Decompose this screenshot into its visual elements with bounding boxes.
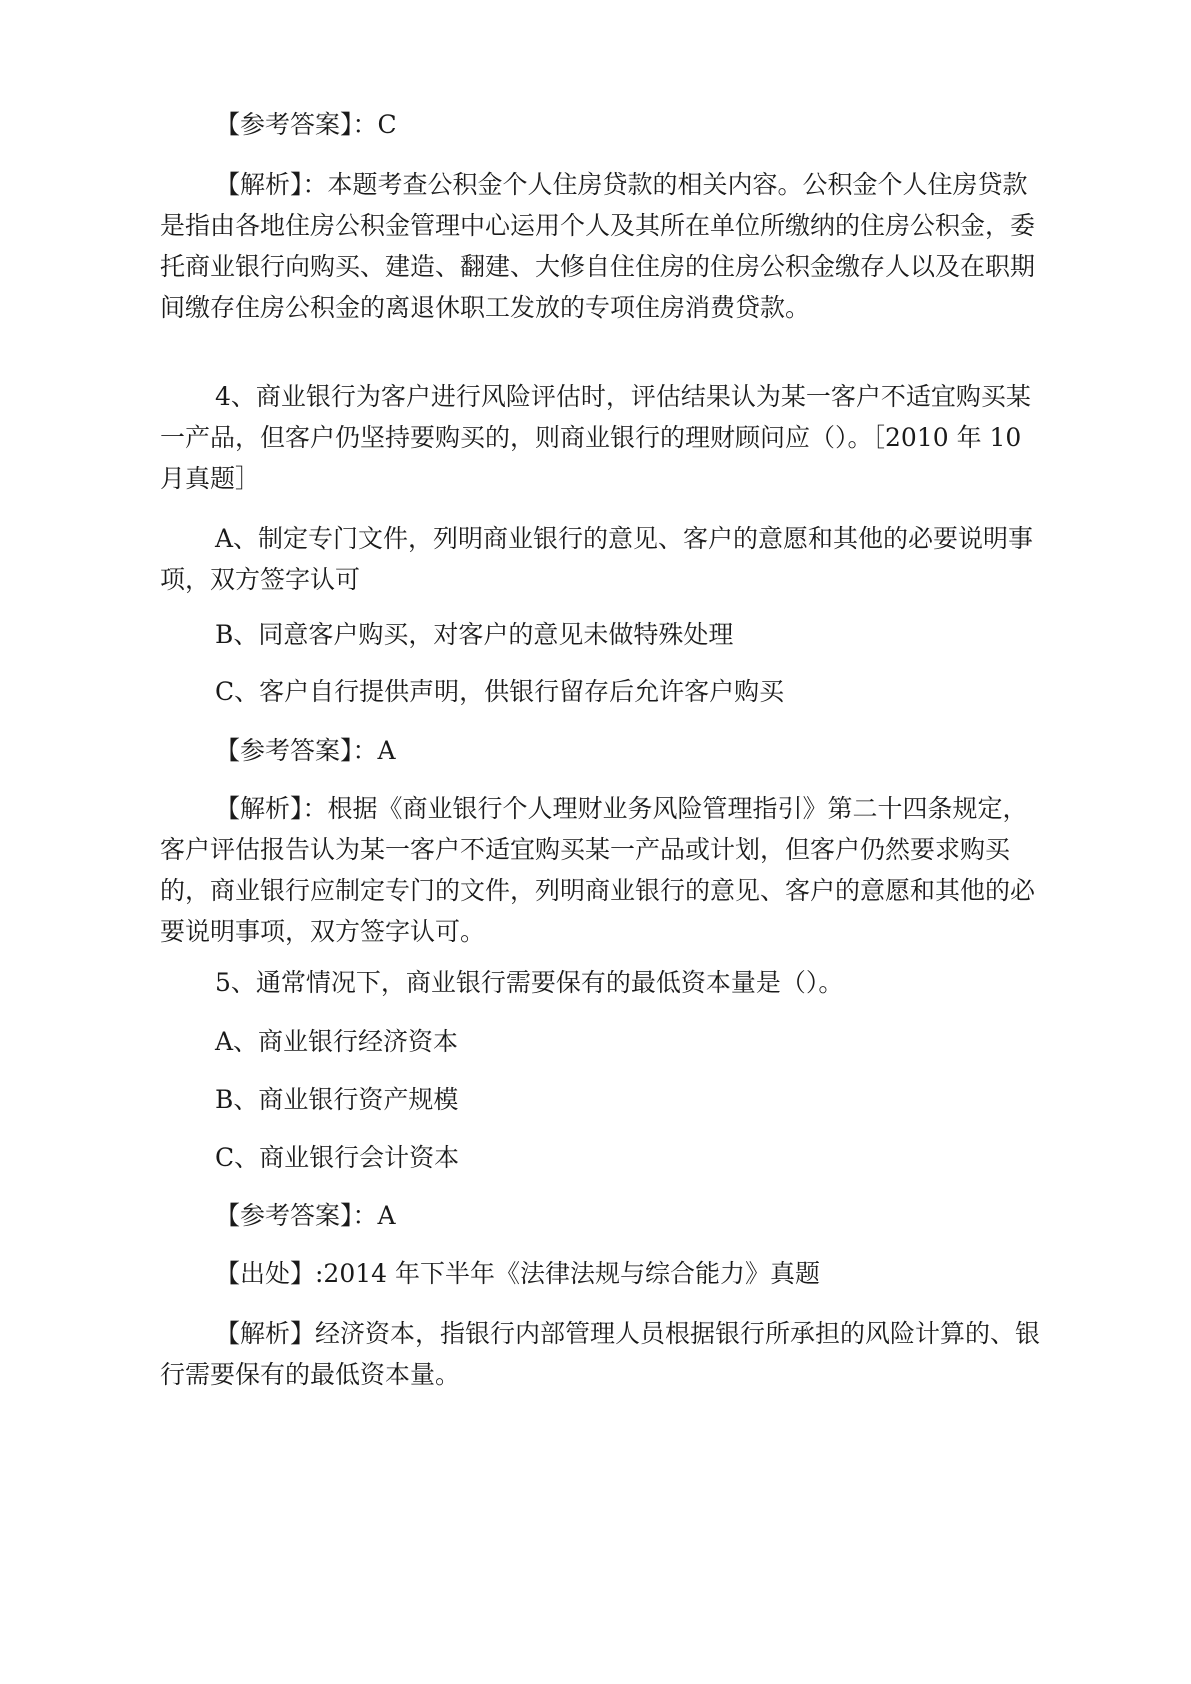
q4-option-b: B、同意客户购买，对客户的意见未做特殊处理 <box>215 620 734 649</box>
answer-3: 【参考答案】：C <box>215 110 397 139</box>
q4-option-a: A、制定专门文件，列明商业银行的意见、客户的意愿和其他的必要说明事项，双方签字认可 <box>160 524 1034 594</box>
analysis-3: 【解析】：本题考查公积金个人住房贷款的相关内容。公积金个人住房贷款是指由各地住房公积金管理中心运用个人及其所在单位所缴纳的住房公积金，委托商业银行向购买、建造、翻建、大修自住住房的住房公积金缴存人以及在职期间缴存住房公积金的离退休职工发放的专项住房消费贷款。 <box>160 170 1036 322</box>
q4-option-c: C、客户自行提供声明，供银行留存后允许客户购买 <box>215 677 785 706</box>
source-5: 【出处】:2014 年下半年《法律法规与综合能力》真题 <box>215 1259 820 1288</box>
analysis-5: 【解析】经济资本，指银行内部管理人员根据银行所承担的风险计算的、银行需要保有的最低资本量。 <box>160 1319 1041 1389</box>
q5-option-c: C、商业银行会计资本 <box>215 1143 460 1172</box>
q5-option-a: A、商业银行经济资本 <box>215 1027 459 1056</box>
answer-5: 【参考答案】：A <box>215 1201 396 1230</box>
answer-4: 【参考答案】：A <box>215 736 396 765</box>
question-5: 5、通常情况下，商业银行需要保有的最低资本量是（）。 <box>215 968 844 997</box>
analysis-4: 【解析】：根据《商业银行个人理财业务风险管理指引》第二十四条规定，客户评估报告认为某一客户不适宜购买某一产品或计划，但客户仍然要求购买的，商业银行应制定专门的文件，列明商业银行的意见、客户的意愿和其他的必要说明事项，双方签字认可。 <box>160 794 1036 946</box>
question-4: 4、商业银行为客户进行风险评估时，评估结果认为某一客户不适宜购买某一产品，但客户仍坚持要购买的，则商业银行的理财顾问应（）。［2010 年 10 月真题］ <box>160 382 1031 493</box>
q5-option-b: B、商业银行资产规模 <box>215 1085 459 1114</box>
